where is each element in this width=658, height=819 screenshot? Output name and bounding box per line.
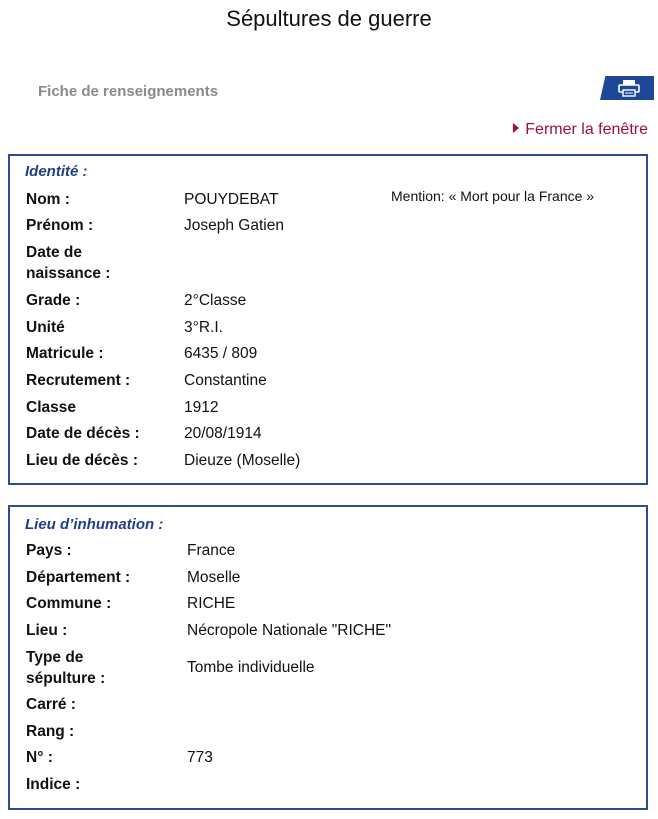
- label-departement: Département :: [26, 569, 131, 586]
- value-grade: 2°Classe: [184, 292, 247, 309]
- page-title: Sépultures de guerre: [226, 6, 432, 31]
- identity-panel: [8, 154, 648, 485]
- label-recrutement: Recrutement :: [26, 372, 131, 389]
- label-nom: Nom :: [26, 191, 70, 208]
- print-button[interactable]: [600, 76, 654, 100]
- label-classe: Classe: [26, 399, 76, 416]
- label-lieu: Lieu :: [26, 622, 68, 639]
- value-numero: 773: [187, 749, 213, 766]
- value-matricule: 6435 / 809: [184, 345, 258, 362]
- burial-heading: Lieu d’inhumation :: [25, 516, 164, 533]
- identity-heading: Identité :: [25, 163, 88, 180]
- value-unite: 3°R.I.: [184, 319, 223, 336]
- label-numero: N° :: [26, 749, 53, 766]
- label-matricule: Matricule :: [26, 345, 104, 362]
- label-pays: Pays :: [26, 542, 72, 559]
- burial-panel: [8, 505, 648, 810]
- printer-icon: [618, 79, 640, 97]
- value-prenom: Joseph Gatien: [184, 217, 284, 234]
- value-classe: 1912: [184, 399, 219, 416]
- value-nom: POUYDEBAT: [184, 191, 279, 208]
- page-subtitle: Fiche de renseignements: [38, 83, 219, 100]
- value-pays: France: [187, 542, 236, 559]
- label-type-sepulture: Type de sépulture :: [26, 649, 106, 687]
- label-date-naissance: Date de naissance :: [26, 244, 111, 282]
- label-unite: Unité: [26, 319, 65, 336]
- label-indice: Indice :: [26, 776, 81, 793]
- label-date-deces: Date de décès :: [26, 425, 140, 442]
- arrow-right-icon: [513, 123, 519, 133]
- label-carre: Carré :: [26, 696, 76, 713]
- value-type-sepulture: Tombe individuelle: [187, 659, 315, 676]
- value-lieu-deces: Dieuze (Moselle): [184, 452, 301, 469]
- value-commune: RICHE: [187, 595, 236, 612]
- close-window-label: Fermer la fenêtre: [525, 121, 648, 138]
- label-grade: Grade :: [26, 292, 81, 309]
- mention-text: Mention: « Mort pour la France »: [391, 188, 595, 204]
- label-lieu-deces: Lieu de décès :: [26, 452, 138, 469]
- label-rang: Rang :: [26, 723, 75, 740]
- label-commune: Commune :: [26, 595, 112, 612]
- value-recrutement: Constantine: [184, 372, 267, 389]
- value-date-deces: 20/08/1914: [184, 425, 262, 442]
- close-window-link[interactable]: [513, 121, 648, 139]
- value-lieu: Nécropole Nationale "RICHE": [187, 622, 391, 639]
- value-departement: Moselle: [187, 569, 241, 586]
- label-prenom: Prénom :: [26, 217, 94, 234]
